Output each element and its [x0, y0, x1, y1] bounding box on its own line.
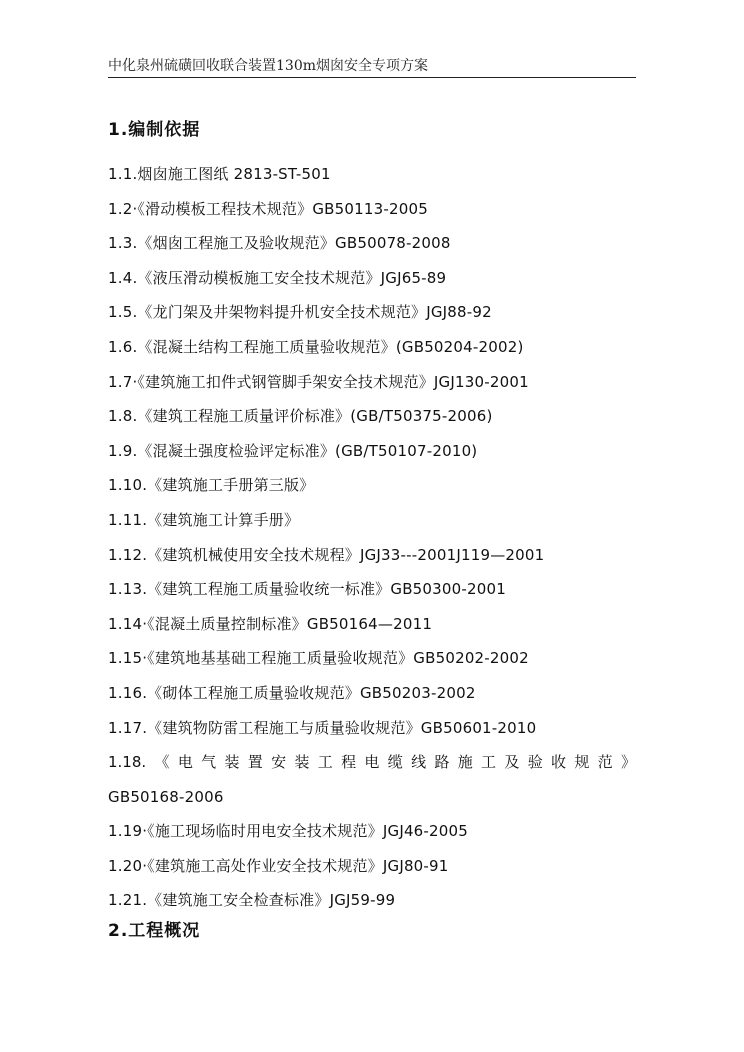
reference-item: 1.15·《建筑地基基础工程施工质量验收规范》GB50202-2002 — [108, 649, 529, 668]
reference-item: 1.7·《建筑施工扣件式钢管脚手架安全技术规范》JGJ130-2001 — [108, 372, 529, 391]
reference-list — [108, 157, 636, 918]
reference-item: 1.21.《建筑施工安全检查标准》JGJ59-99 — [108, 891, 396, 910]
page-header — [108, 57, 636, 78]
reference-item: 1.10.《建筑施工手册第三版》 — [108, 476, 315, 495]
reference-item: 1.16.《砌体工程施工质量验收规范》GB50203-2002 — [108, 683, 476, 702]
section-title-overview: 2.工程概况 — [108, 921, 201, 942]
reference-item: 1.6.《混凝土结构工程施工质量验收规范》(GB50204-2002) — [108, 337, 524, 356]
section-title-basis: 1.编制依据 — [108, 120, 201, 140]
reference-item: 1.14·《混凝土质量控制标准》GB50164—2011 — [108, 614, 433, 633]
reference-item-wrapped — [108, 745, 636, 814]
reference-item: 1.1.烟囱施工图纸 2813-ST-501 — [108, 165, 331, 183]
reference-item: 1.12.《建筑机械使用安全技术规程》JGJ33---2001J119—2001 — [108, 545, 545, 564]
reference-item: 1.4.《液压滑动模板施工安全技术规范》JGJ65-89 — [108, 268, 447, 287]
reference-item: 1.20·《建筑施工高处作业安全技术规范》JGJ80-91 — [108, 856, 449, 875]
reference-item: 1.3.《烟囱工程施工及验收规范》GB50078-2008 — [108, 234, 451, 253]
reference-item-line1: 1.18.《电气装置安装工程电缆线路施工及验收规范》 — [108, 753, 636, 772]
reference-item-line2: GB50168-2006 — [108, 787, 224, 806]
reference-item: 1.19·《施工现场临时用电安全技术规范》JGJ46-2005 — [108, 822, 469, 841]
header-title: 中化泉州硫磺回收联合装置130m烟囱安全专项方案 — [108, 58, 428, 74]
reference-item: 1.2·《滑动模板工程技术规范》GB50113-2005 — [108, 199, 428, 218]
reference-item: 1.8.《建筑工程施工质量评价标准》(GB/T50375-2006) — [108, 407, 493, 426]
reference-item: 1.13.《建筑工程施工质量验收统一标准》GB50300-2001 — [108, 580, 506, 599]
document-body — [108, 118, 636, 943]
reference-item: 1.5.《龙门架及井架物料提升机安全技术规范》JGJ88-92 — [108, 303, 492, 322]
reference-item: 1.11.《建筑施工计算手册》 — [108, 510, 300, 529]
reference-item: 1.17.《建筑物防雷工程施工与质量验收规范》GB50601-2010 — [108, 718, 537, 737]
reference-item: 1.9.《混凝土强度检验评定标准》(GB/T50107-2010) — [108, 441, 478, 460]
